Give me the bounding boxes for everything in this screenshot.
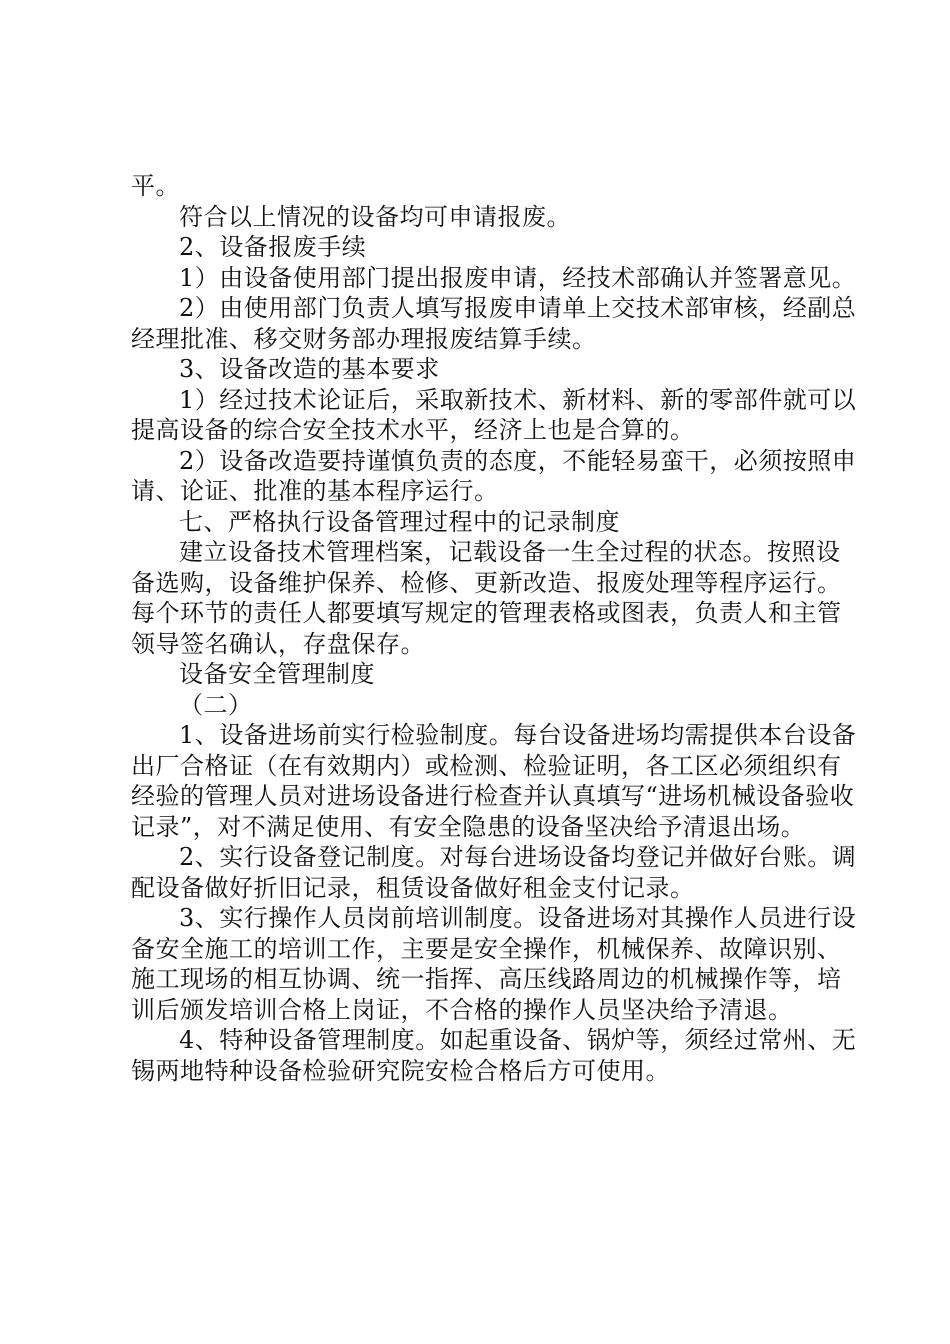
paragraph: 1）由设备使用部门提出报废申请，经技术部确认并签署意见。	[179, 263, 857, 292]
paragraph: 2）由使用部门负责人填写报废申请单上交技术部审核，经副总经理批准、移交财务部办理报废结算手续。	[131, 294, 857, 353]
section-heading: 七、严格执行设备管理过程中的记录制度	[179, 507, 620, 536]
paragraph: 建立设备技术管理档案，记载设备一生全过程的状态。按照设备选购，设备维护保养、检修、更新改造、报废处理等程序运行。每个环节的责任人都要填写规定的管理表格或图表，负责人和主管领导签名确认，存盘保存。	[131, 538, 842, 658]
section-heading: 2、设备报废手续	[179, 233, 367, 261]
paragraph-continuation: 平。	[131, 172, 180, 200]
section-heading: 3、设备改造的基本要求	[179, 355, 440, 383]
paragraph: 1）经过技术论证后，采取新技术、新材料、新的零部件就可以提高设备的综合安全技术水平，经济上也是合算的。	[131, 385, 857, 444]
paragraph: 符合以上情况的设备均可申请报废。	[179, 202, 571, 231]
paragraph: 4、特种设备管理制度。如起重设备、锅炉等，须经过常州、无锡两地特种设备检验研究院安检合格后方可使用。	[131, 1026, 857, 1085]
paragraph: 2、实行设备登记制度。对每台进场设备均登记并做好台账。调配设备做好折旧记录，租赁设备做好租金支付记录。	[131, 843, 857, 902]
paragraph: 2）设备改造要持谨慎负责的态度，不能轻易蛮干，必须按照申请、论证、批准的基本程序运行。	[131, 446, 857, 505]
section-number: （二）	[179, 690, 253, 719]
paragraph: 1、设备进场前实行检验制度。每台设备进场均需提供本台设备出厂合格证（在有效期内）或检测、检验证明，各工区必须组织有经验的管理人员对进场设备进行检查并认真填写“进场机械设备验收记录”，对不满足使用、有安全隐患的设备坚决给予清退出场。	[131, 721, 857, 841]
document-body	[131, 171, 863, 1086]
document-title: 设备安全管理制度	[179, 660, 375, 688]
paragraph: 3、实行操作人员岗前培训制度。设备进场对其操作人员进行设备安全施工的培训工作，主要是安全操作，机械保养、故障识别、施工现场的相互协调、统一指挥、高压线路周边的机械操作等，培训后颁发培训合格上岗证，不合格的操作人员坚决给予清退。	[131, 904, 857, 1024]
